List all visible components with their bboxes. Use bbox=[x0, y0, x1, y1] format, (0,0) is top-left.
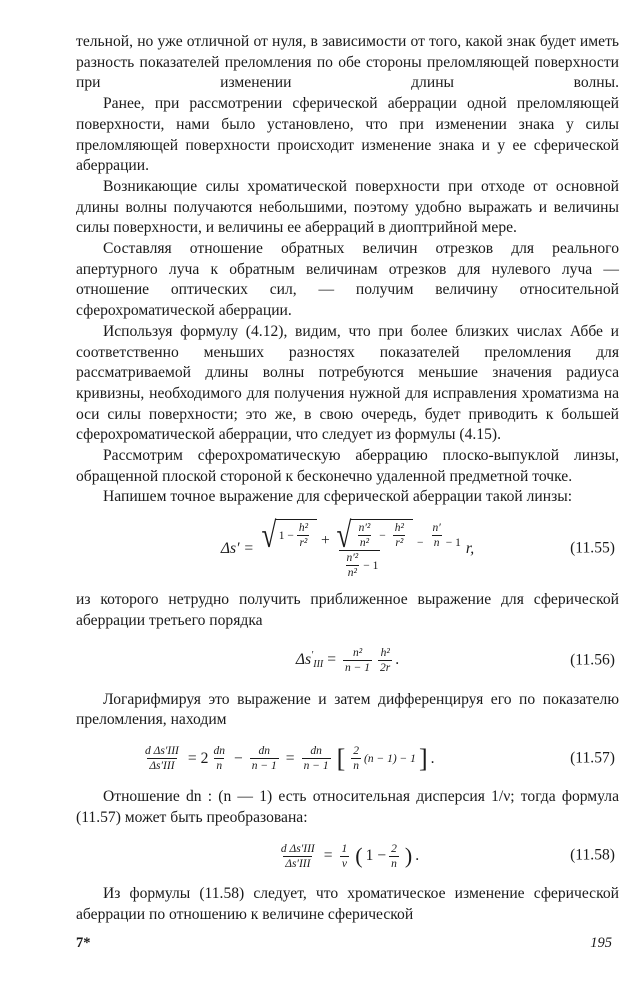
paragraph-third-order: из которого нетрудно получить приближенное выражение для сферической аберрации третьего порядка bbox=[76, 591, 619, 629]
eq-11-55-main-fraction: √ 1 − $\frac{\text{h²}}{\text{r²}}$ + √ $\frac{\text{n′²}}{\text{n²}}$ − $\frac{\text{h²}}{\text{r²}}$ − $\frac{n'}{n}$ − 1 $\frac{\text{n′²}}{\text{n²}}$ − 1 bbox=[257, 519, 463, 579]
paragraph-exact-expression: Напишем точное выражение для сферической аберрации такой линзы: bbox=[103, 488, 573, 506]
paragraph-dispersion: Отношение dn : (n — 1) есть относительная дисперсия 1/ν; тогда формула (11.57) может быть преобразована: bbox=[76, 787, 619, 826]
paragraph-logarithm: Логарифмируя это выражение и затем дифференцируя его по показателю преломления, находим bbox=[76, 690, 619, 729]
paragraph-abbe-numbers: Используя формулу (4.12), видим, что при более близких числах Аббе и соответственно меньших разностях показателей преломления для рассматриваемой длины волны потребуются меньшие значения радиуса кривизны, необходимого для получения нужной для исправления хроматизма на оси силы поверхности; это же, в свою очередь, будет приводить к большей сферохроматической аберрации, что следует из формулы (4.15). bbox=[76, 322, 619, 444]
page-footer bbox=[76, 933, 612, 954]
eq-11-56-lhs: $\Delta s'_{III}$ bbox=[295, 649, 324, 670]
page-number: 195 bbox=[590, 935, 612, 951]
equation-number: (11.57) bbox=[570, 749, 615, 767]
sqrt-sign-icon: √ bbox=[261, 515, 277, 556]
paragraph-relative-spherochromatism: Составляя отношение обратных величин отрезков для реального апертурного луча к обратным величинам отрезков для нулевого луча — отношение оптических сил, — получим величину относительной сферохроматической аберрации. bbox=[76, 240, 619, 320]
eq-11-55-radical-2: √ $\frac{\text{n′²}}{\text{n²}}$ − $\frac{\text{h²}}{\text{r²}}$ bbox=[334, 519, 413, 549]
sqrt-sign-icon: √ bbox=[336, 515, 352, 556]
equation-11-57: $\frac{\text{d Δs′III}}{\text{Δs′III}}$ = 2 $\frac{dn}{n}$ − $\frac{dn}{n - 1}$ = $\frac{dn}{n - 1}$ [ $\frac{2}{n}$ (n − 1) − 1 ] . (11.57) bbox=[145, 743, 615, 773]
equation-number: (11.58) bbox=[570, 847, 615, 865]
signature-mark: 7* bbox=[76, 935, 91, 951]
equation-number: (11.56) bbox=[570, 651, 615, 669]
equation-number: (11.55) bbox=[570, 539, 615, 557]
paragraph-plano-convex-lens: Рассмотрим сферохроматическую аберрацию плоско-выпуклой линзы, обращенной плоской стороной к бесконечно удаленной предметной точке. bbox=[76, 447, 619, 485]
paragraph-sign-change: Ранее, при рассмотрении сферической аберрации одной преломляющей поверхности, нами было установлено, что при изменении знака у силы преломляющей поверхности происходит изменение знака и у ее сферической аберрации. bbox=[76, 95, 619, 175]
equation-11-56: $\Delta s'_{III}$ = $\frac{\text{n²}}{n - 1}$ $\frac{\text{h²}}{2r}$ . (11.56) bbox=[295, 647, 615, 675]
paragraph-diopter-measure: Возникающие силы хроматической поверхности при отходе от основной длины волны получаются небольшими, поэтому удобно выражать и величины силы поверхности, и величины ее аберраций в диоптрийной мере. bbox=[76, 177, 619, 237]
equation-11-55: Δs′ = √ 1 − $\frac{\text{h²}}{\text{r²}}$ + √ $\frac{\text{n′²}}{\text{n²}}$ − $\frac{\text{h²}}{\text{r²}}$ − $\frac{n'}{n}$ − 1 $\frac{\text{n′²}}{\text{n²}}$ − 1 r, (11.55) bbox=[220, 515, 615, 580]
eq-11-55-lhs: Δs′ = bbox=[220, 539, 254, 557]
paragraph-continuation: тельной, но уже отличной от нуля, в зависимости от того, какой знак будет иметь разность показателей преломления по обе стороны преломляющей поверхности при изменении длины волны. bbox=[76, 33, 619, 92]
eq-11-55-radical-1: √ 1 − $\frac{\text{h²}}{\text{r²}}$ bbox=[259, 519, 317, 549]
paragraph-conclusion: Из формулы (11.58) следует, что хроматическое изменение сферической аберрации по отношению к величине сферической bbox=[76, 885, 619, 924]
equation-11-58: $\frac{\text{d Δs′III}}{\text{Δs′III}}$ = $\frac{1}{\nu}$ ( 1 − $\frac{2}{n}$ ) . (11.58) bbox=[280, 842, 615, 870]
